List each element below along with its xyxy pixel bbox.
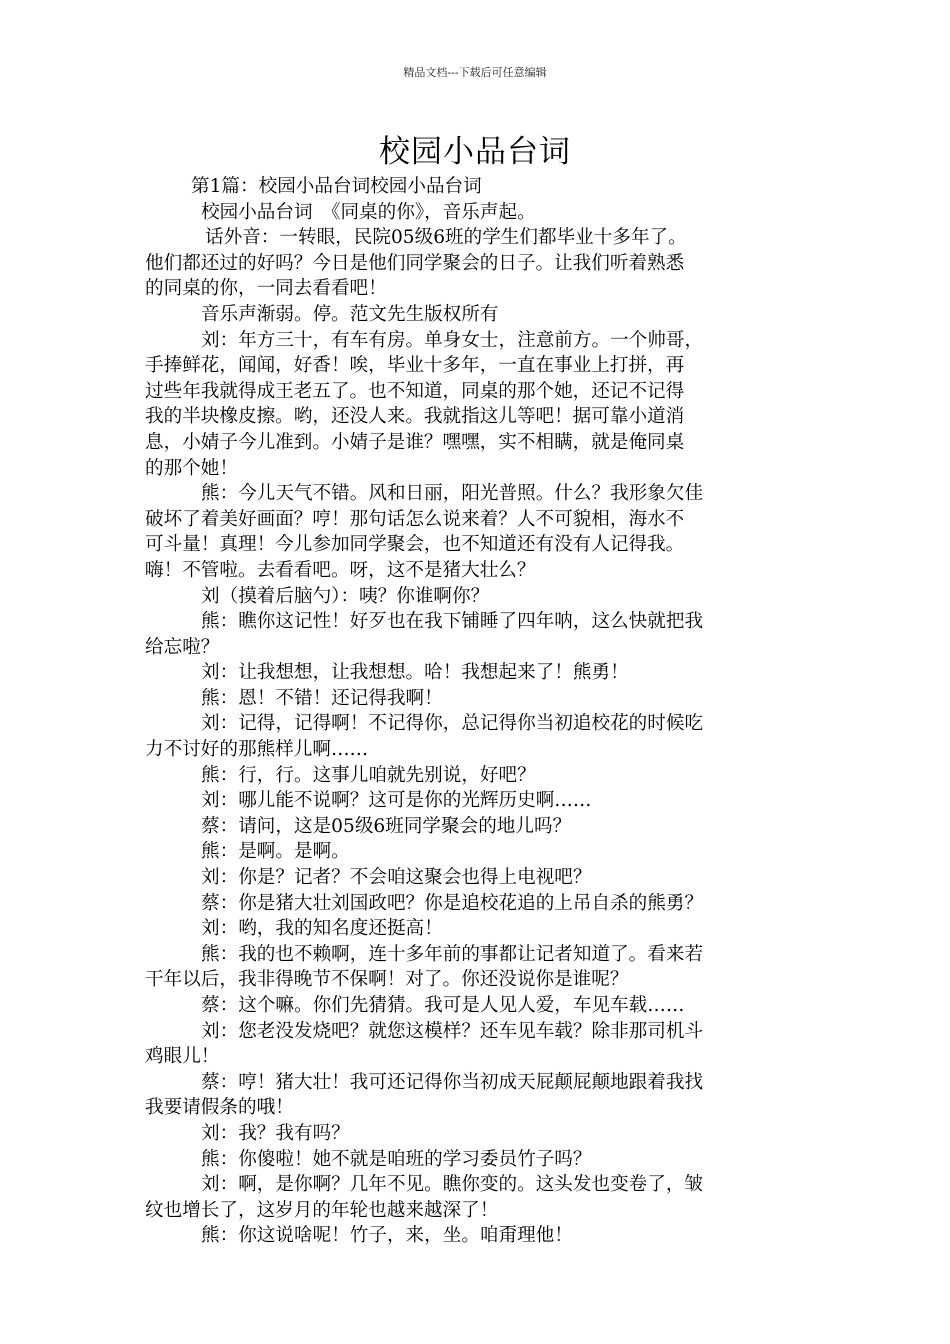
text-line: 刘：你是？记者？不会咱这聚会也得上电视吧？ — [201, 867, 592, 889]
text-line: 我的半块橡皮擦。哟，还没人来。我就指这儿等吧！据可靠小道消 — [145, 406, 685, 428]
text-line: 干年以后，我非得晚节不保啊！对了。你还没说你是谁呢？ — [145, 969, 629, 991]
text-line: 熊：是啊。是啊。 — [201, 841, 350, 863]
text-line: 第1篇：校园小品台词校园小品台词 — [191, 176, 482, 197]
text-line: 校园小品台词 《同桌的你》，音乐声起。 — [201, 201, 536, 223]
text-line: 他们都还过的好吗？今日是他们同学聚会的日子。让我们听着熟悉 — [145, 252, 685, 274]
text-line: 蔡：哼！猪大壮！我可还记得你当初成天屁颠屁颠地跟着我找 — [201, 1071, 704, 1093]
text-line: 纹也增长了，这岁月的年轮也越来越深了！ — [145, 1199, 499, 1221]
page-header: 精品文档---下载后可任意编辑 — [403, 66, 547, 79]
text-line: 蔡：这个嘛。你们先猜猜。我可是人见人爱，车见车载…… — [201, 995, 685, 1016]
text-line: 熊：今儿天气不错。风和日丽，阳光普照。什么？我形象欠佳 — [201, 483, 704, 505]
text-line: 息，小婧子今儿准到。小婧子是谁？嘿嘿，实不相瞒，就是俺同桌 — [145, 431, 685, 453]
text-line: 熊：行，行。这事儿咱就先别说，好吧？ — [201, 764, 536, 786]
text-line: 我要请假条的哦！ — [145, 1097, 294, 1119]
document-body — [145, 174, 810, 1249]
text-line: 过些年我就得成王老五了。也不知道，同桌的那个她，还记不记得 — [145, 380, 685, 402]
text-line: 刘：年方三十，有车有房。单身女士，注意前方。一个帅哥， — [201, 329, 704, 351]
text-line: 蔡：请问，这是05级6班同学聚会的地儿吗？ — [201, 815, 572, 837]
text-line: 刘：记得，记得啊！不记得你，总记得你当初追校花的时候吃 — [201, 713, 704, 735]
text-line: 刘：我？我有吗？ — [201, 1122, 350, 1144]
text-line: 的那个她！ — [145, 457, 238, 479]
text-line: 给忘啦？ — [145, 636, 220, 658]
text-line: 刘（摸着后脑勺）：咦？你谁啊你？ — [201, 585, 490, 607]
text-line: 手捧鲜花，闻闻，好香！唉，毕业十多年，一直在事业上打拼，再 — [145, 355, 685, 377]
text-line: 熊：你这说啥呢！竹子，来，坐。咱甭理他！ — [201, 1225, 573, 1247]
text-line: 刘：啊，是你啊？几年不见。瞧你变的。这头发也变卷了，皱 — [201, 1174, 704, 1196]
text-line: 刘：您老没发烧吧？就您这模样？还车见车载？除非那司机斗 — [201, 1020, 704, 1042]
text-line: 熊：瞧你这记性！好歹也在我下铺睡了四年呐，这么快就把我 — [201, 611, 704, 633]
text-line: 可斗量！真理！今儿参加同学聚会，也不知道还有没有人记得我。 — [145, 534, 685, 556]
text-line: 音乐声渐弱。停。范文先生版权所有 — [201, 303, 499, 325]
document-title: 校园小品台词 — [379, 134, 571, 170]
text-line: 刘：让我想想，让我想想。哈！我想起来了！熊勇！ — [201, 662, 629, 684]
text-line: 刘：哪儿能不说啊？这可是你的光辉历史啊…… — [201, 790, 592, 812]
text-line: 鸡眼儿！ — [145, 1046, 220, 1068]
text-line: 话外音：一转眼，民院05级6班的学生们都毕业十多年了。 — [205, 227, 687, 249]
text-line: 的同桌的你，一同去看看吧！ — [145, 278, 387, 300]
text-line: 破坏了着美好画面？哼！那句话怎么说来着？人不可貌相，海水不 — [145, 508, 685, 530]
text-line: 嗨！不管啦。去看看吧。呀，这不是猪大壮么？ — [145, 559, 536, 581]
text-line: 力不讨好的那熊样儿啊…… — [145, 739, 369, 761]
text-line: 熊：恩！不错！还记得我啊！ — [201, 687, 443, 709]
text-line: 刘：哟，我的知名度还挺高！ — [201, 918, 443, 940]
text-line: 蔡：你是猪大壮刘国政吧？你是追校花追的上吊自杀的熊勇？ — [201, 892, 704, 914]
text-line: 熊：你傻啦！她不就是咱班的学习委员竹子吗？ — [201, 1148, 592, 1170]
text-line: 熊：我的也不赖啊，连十多年前的事都让记者知道了。看来若 — [201, 943, 704, 965]
